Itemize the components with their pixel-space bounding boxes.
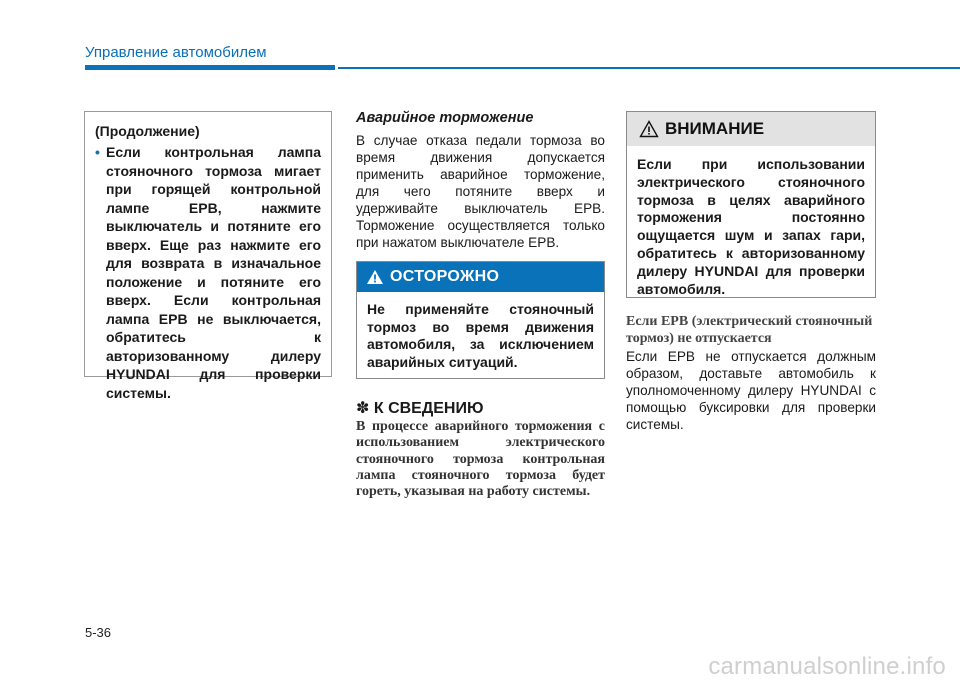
warning-triangle-icon bbox=[366, 269, 384, 285]
bullet-icon: • bbox=[95, 144, 100, 160]
warning-text: Если при использовании электрического стояночного тормоза в целях аварийного торможения постоянно ощущается шум и запах гари, обратитесь к авторизованному дилеру HYUNDAI для проверки автомобиля. bbox=[637, 156, 865, 297]
info-title: ✽ К СВЕДЕНИЮ bbox=[356, 400, 484, 417]
continued-box bbox=[84, 111, 332, 401]
warning-label: ВНИМАНИЕ bbox=[665, 119, 765, 138]
header-rule-thin bbox=[338, 67, 960, 69]
continued-item bbox=[95, 143, 321, 402]
section-header-title: Управление автомобилем bbox=[85, 44, 267, 61]
warning-triangle-icon bbox=[639, 120, 659, 138]
caution-text: Не применяйте стояночный тормоз во время движения автомобиля, за исключением аварийных ситуаций. bbox=[367, 301, 594, 370]
caution-label: ОСТОРОЖНО bbox=[390, 268, 500, 285]
info-text: В процессе аварийного торможения с использованием электрического стояночного тормоза контрольная лампа стояночного тормоза будет гореть, указывая на работу системы. bbox=[356, 419, 605, 500]
continued-title: (Продолжение) bbox=[95, 123, 200, 139]
warning-header bbox=[627, 112, 875, 146]
page-number: 5-36 bbox=[85, 625, 112, 640]
caution-box bbox=[356, 261, 605, 379]
caution-header bbox=[357, 262, 604, 292]
emergency-braking-section bbox=[356, 108, 605, 251]
continued-item-text: Если контрольная лампа стояночного тормоза мигает при горящей контрольной лампе EPB, нажмите выключатель и потяните его вверх. Еще раз нажмите его для возврата в изначальное положение и потяните его вверх. Если контрольная лампа EPB не выключается, обратитесь к авторизованному дилеру HYUNDAI для проверки системы. bbox=[106, 144, 321, 401]
watermark: carmanualsonline.info bbox=[708, 653, 946, 680]
epb-not-released-title: Если EPB (электрический стояночный тормоз) не отпускается bbox=[626, 314, 873, 346]
warning-box bbox=[626, 111, 876, 298]
header-rule-thick bbox=[85, 65, 335, 70]
epb-not-released-text: Если EPB не отпускается должным образом, доставьте автомобиль к уполномоченному дилеру HYUNDAI с помощью буксировки для проверки системы. bbox=[626, 349, 876, 432]
emergency-braking-text: В случае отказа педали тормоза во время движения допускается применить аварийное торможение, для чего потяните вверх и удерживайте выключатель EPB. Торможение осуществляется только при нажатом выключателе EPB. bbox=[356, 133, 605, 250]
emergency-braking-title: Аварийное торможение bbox=[356, 110, 534, 126]
